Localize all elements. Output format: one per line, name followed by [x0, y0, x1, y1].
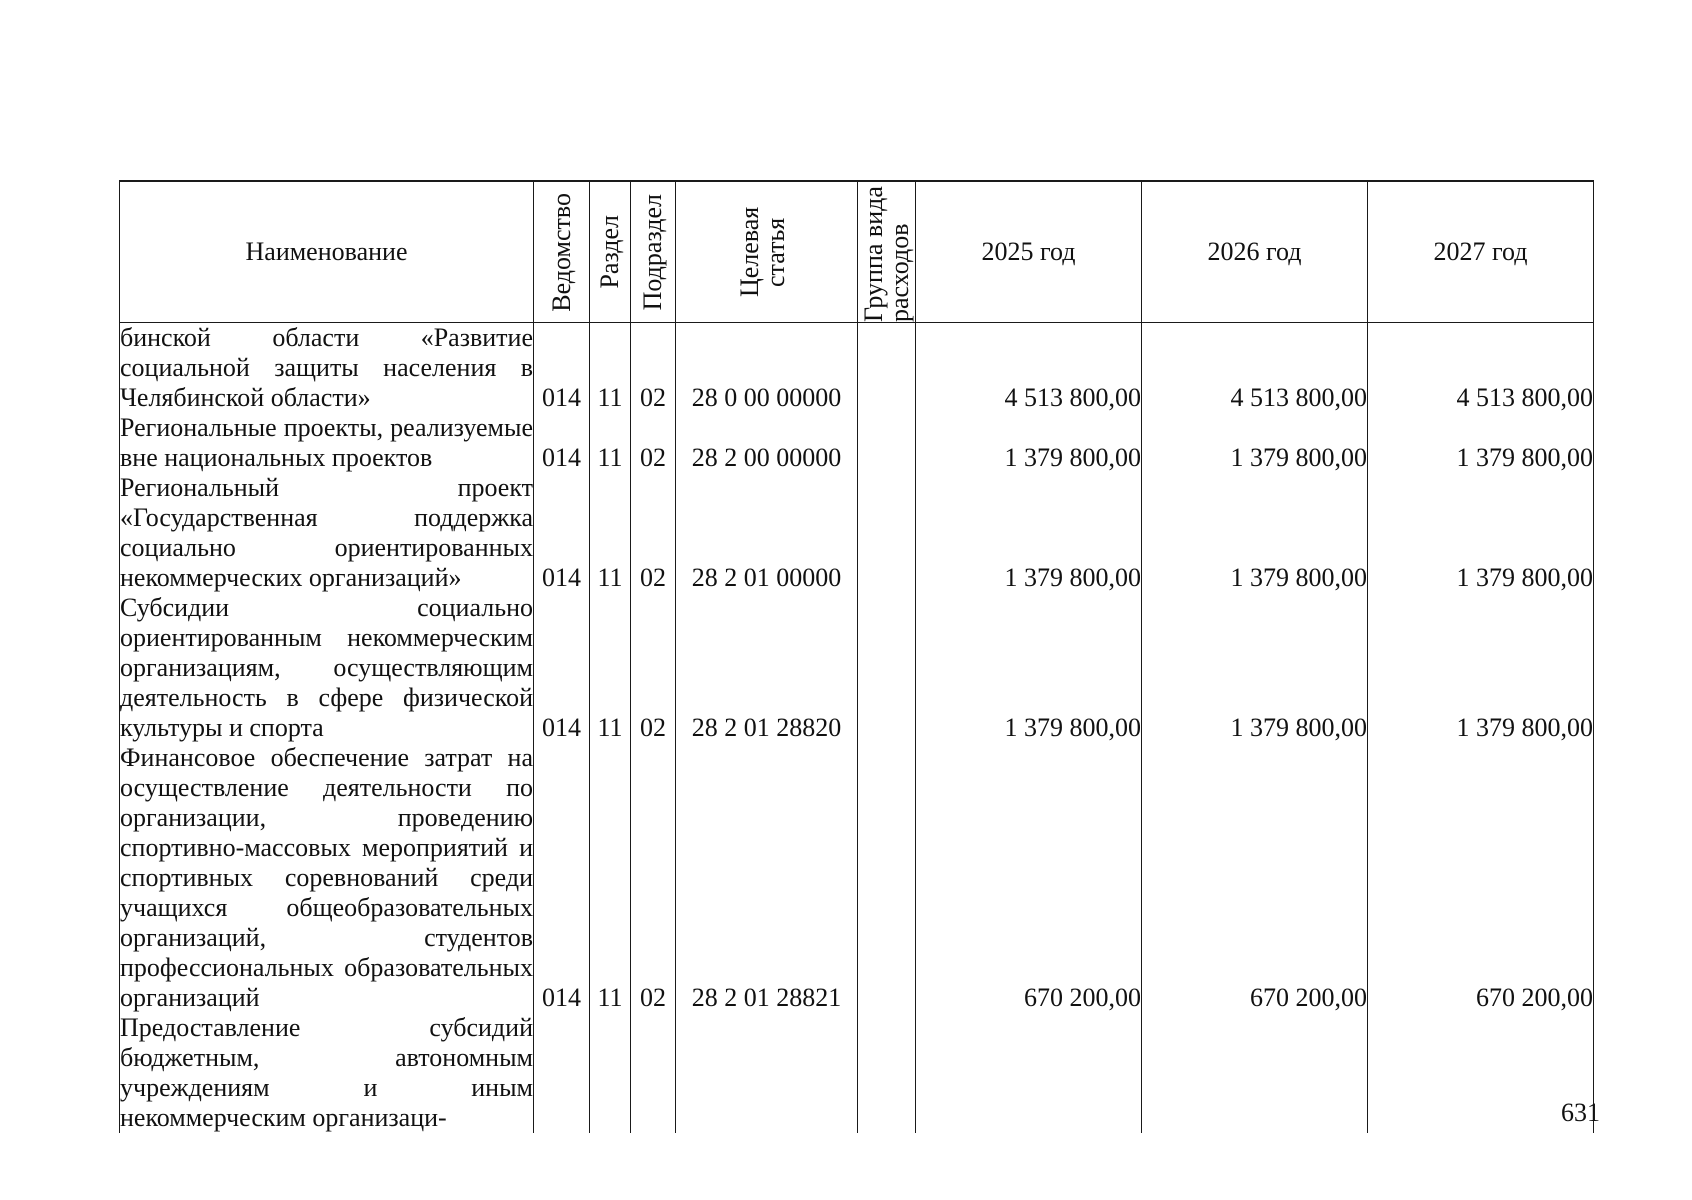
table-header-row [120, 181, 1594, 323]
cell-department: 014 [534, 743, 590, 1013]
cell-year-2026: 1 379 800,00 [1142, 473, 1368, 593]
cell-subsection: 02 [631, 743, 676, 1013]
table-row [120, 473, 1594, 593]
cell-year-2025 [916, 1013, 1142, 1133]
cell-name: Региональный проект «Государственная поддержка социально ориентированных некоммерческих организаций» [120, 473, 533, 592]
cell-year-2026: 1 379 800,00 [1142, 593, 1368, 743]
header-year-2026: 2026 год [1142, 181, 1368, 323]
cell-section: 11 [590, 323, 631, 414]
cell-subsection: 02 [631, 593, 676, 743]
table-row [120, 413, 1594, 473]
cell-name: Региональные проекты, реализуемые вне национальных проектов [120, 413, 533, 472]
cell-year-2027: 1 379 800,00 [1368, 473, 1594, 593]
cell-year-2026: 4 513 800,00 [1142, 323, 1368, 414]
cell-subsection [631, 1013, 676, 1133]
cell-target-article: 28 0 00 00000 [676, 323, 858, 414]
cell-year-2025: 670 200,00 [916, 743, 1142, 1013]
header-expense-group: Группа вида расходов [858, 181, 916, 323]
table-row [120, 323, 1594, 414]
cell-expense-group [858, 473, 916, 593]
cell-department [534, 1013, 590, 1133]
cell-name: бинской области «Развитие социальной защиты населения в Челябинской области» [120, 323, 533, 412]
cell-year-2026 [1142, 1013, 1368, 1133]
cell-target-article: 28 2 01 28821 [676, 743, 858, 1013]
cell-year-2025: 1 379 800,00 [916, 473, 1142, 593]
header-name: Наименование [120, 181, 534, 323]
cell-year-2026: 670 200,00 [1142, 743, 1368, 1013]
cell-department: 014 [534, 323, 590, 414]
budget-table [119, 180, 1594, 1133]
cell-expense-group [858, 593, 916, 743]
header-department: Ведомство [534, 181, 590, 323]
cell-year-2026: 1 379 800,00 [1142, 413, 1368, 473]
cell-year-2027: 670 200,00 [1368, 743, 1594, 1013]
cell-year-2025: 4 513 800,00 [916, 323, 1142, 414]
cell-name: Субсидии социально ориентированным некоммерческим организациям, осуществляющим деятельность в сфере физической культуры и спорта [120, 593, 533, 742]
cell-section: 11 [590, 473, 631, 593]
table-row [120, 1013, 1594, 1133]
cell-expense-group [858, 413, 916, 473]
cell-year-2025: 1 379 800,00 [916, 593, 1142, 743]
cell-year-2025: 1 379 800,00 [916, 413, 1142, 473]
header-subsection: Подраздел [631, 181, 676, 323]
cell-department: 014 [534, 413, 590, 473]
cell-section: 11 [590, 593, 631, 743]
cell-target-article: 28 2 01 28820 [676, 593, 858, 743]
header-year-2025: 2025 год [916, 181, 1142, 323]
header-section: Раздел [590, 181, 631, 323]
page-number: 631 [1561, 1098, 1600, 1127]
cell-expense-group [858, 743, 916, 1013]
cell-department: 014 [534, 593, 590, 743]
cell-year-2027: 4 513 800,00 [1368, 323, 1594, 414]
cell-target-article: 28 2 00 00000 [676, 413, 858, 473]
cell-subsection: 02 [631, 323, 676, 414]
cell-name: Финансовое обеспечение затрат на осуществление деятельности по организации, проведению спортивно-массовых мероприятий и спортивных соревнований среди учащихся общеобразовательных организаций, студентов профессиональных образовательных организаций [120, 743, 533, 1012]
cell-section: 11 [590, 413, 631, 473]
cell-target-article: 28 2 01 00000 [676, 473, 858, 593]
cell-section [590, 1013, 631, 1133]
cell-year-2027: 1 379 800,00 [1368, 413, 1594, 473]
cell-subsection: 02 [631, 473, 676, 593]
cell-department: 014 [534, 473, 590, 593]
header-target-article: Целевая статья [676, 181, 858, 323]
cell-target-article [676, 1013, 858, 1133]
cell-subsection: 02 [631, 413, 676, 473]
cell-expense-group [858, 323, 916, 414]
header-year-2027: 2027 год [1368, 181, 1594, 323]
cell-section: 11 [590, 743, 631, 1013]
table-row [120, 593, 1594, 743]
cell-name: Предоставление субсидий бюджетным, автономным учреждениям и иным некоммерческим организаци- [120, 1013, 533, 1132]
cell-expense-group [858, 1013, 916, 1133]
table-row [120, 743, 1594, 1013]
cell-year-2027: 1 379 800,00 [1368, 593, 1594, 743]
